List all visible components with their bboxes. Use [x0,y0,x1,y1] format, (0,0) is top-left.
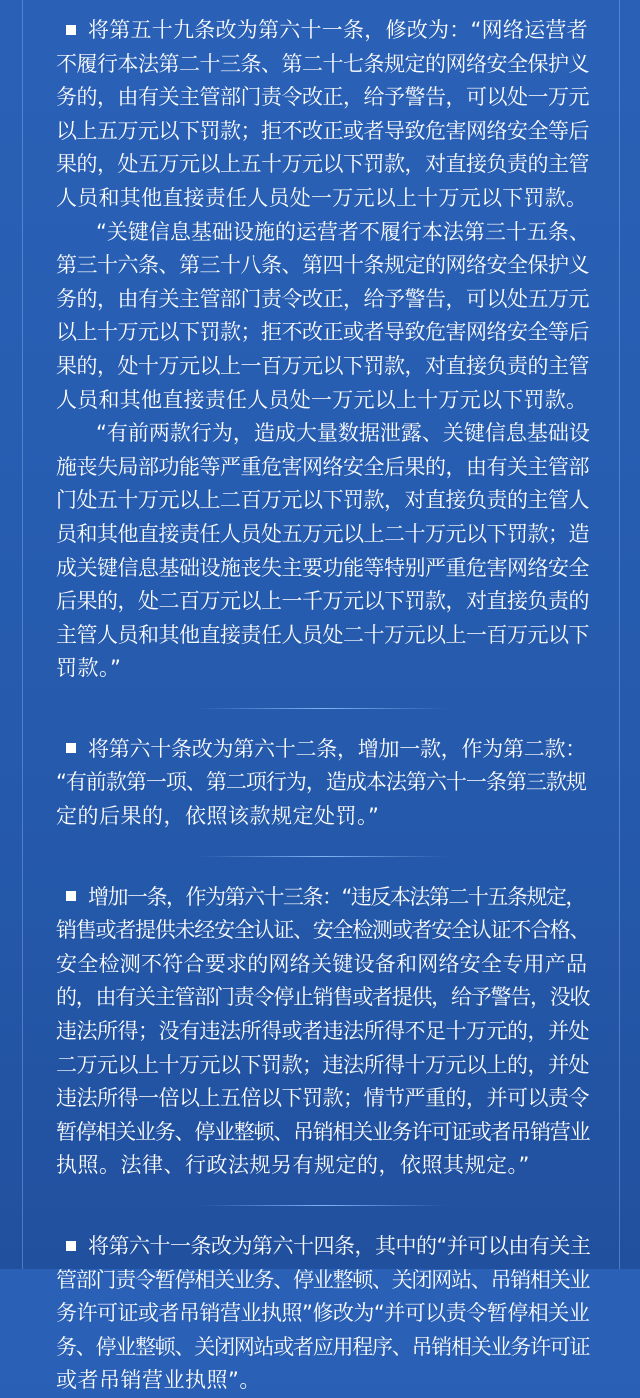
text-line: 违法所得一倍以上五倍以下罚款；情节严重的，并可以责令 [56,1086,589,1111]
text-line: 将第六十条改为第六十二条，增加一款，作为第二款： [56,733,590,767]
text-line: 果的，处五万元以上五十万元以下罚款，对直接负责的主管 [56,152,589,177]
paragraph [56,14,590,216]
text-line: 务、停业整顿、关闭网站或者应用程序、吊销相关业务许可证 [56,1334,590,1359]
paragraph [56,1230,590,1398]
square-bullet-icon [66,891,76,901]
text-line: 人员和其他直接责任人员处一万元以上十万元以下罚款。 [56,387,588,412]
article-body [56,14,590,1398]
text-line: 以上十万元以下罚款；拒不改正或者导致危害网络安全等后 [56,320,589,345]
section-divider [198,1205,448,1206]
text-line: 的，由有关主管部门责令停止销售或者提供，给予警告，没收 [56,985,590,1010]
square-bullet-icon [66,743,76,753]
text-line: 果的，处十万元以上一百万元以下罚款，对直接负责的主管 [56,353,589,378]
text-line: 违法所得；没有违法所得或者违法所得不足十万元的，并处 [56,1019,589,1044]
section-divider [198,708,448,709]
text-line: 安全检测不符合要求的网络关键设备和网络安全专用产品 [56,951,588,976]
text-line: 主管人员和其他直接责任人员处二十万元以上一百万元以下 [56,622,589,647]
square-bullet-icon [66,25,76,35]
amendment-section-62 [56,733,590,834]
text-line: 人员和其他直接责任人员处一万元以上十万元以下罚款。 [56,185,588,210]
text-line: 或者吊销营业执照”。 [56,1368,261,1393]
paragraph [56,733,590,834]
text-line: “关键信息基础设施的运营者不履行本法第三十五条、 [96,219,590,244]
text-line: 务的，由有关主管部门责令改正，给予警告，可以处一万元 [56,85,589,110]
text-line: “有前两款行为，造成大量数据泄露、关键信息基础设 [96,421,590,446]
paragraph [56,417,590,686]
text-line: 增加一条，作为第六十三条：“违反本法第二十五条规定， [56,881,590,915]
text-line: 务许可证或者吊销营业执照”修改为“并可以责令暂停相关业 [56,1301,590,1326]
text-line: 暂停相关业务、停业整顿、吊销相关业务许可证或者吊销营业 [56,1119,590,1144]
text-line: 将第五十九条改为第六十一条，修改为：“网络运营者 [56,14,590,48]
paragraph [56,881,590,1183]
text-line: 员和其他直接责任人员处五万元以上二十万元以下罚款；造 [56,521,589,546]
text-line: 门处五十万元以上二百万元以下罚款，对直接负责的主管人 [56,488,589,513]
text-line: 罚款。” [56,656,122,681]
amendment-section-63 [56,881,590,1183]
text-line: “有前款第一项、第二项行为，造成本法第六十一条第三款规 [56,770,586,795]
text-line: 以上五万元以下罚款；拒不改正或者导致危害网络安全等后 [56,118,589,143]
text-line: 将第六十一条改为第六十四条，其中的“并可以由有关主 [56,1230,590,1264]
paragraph [56,216,590,418]
text-line: 第三十六条、第三十八条、第四十条规定的网络安全保护义 [56,253,589,278]
text-line: 销售或者提供未经安全认证、安全检测或者安全认证不合格、 [56,918,590,943]
text-line: 二万元以上十万元以下罚款；违法所得十万元以上的，并处 [56,1052,589,1077]
section-divider [198,856,448,857]
square-bullet-icon [66,1241,76,1251]
text-line: 施丧失局部功能等严重危害网络安全后果的，由有关主管部 [56,454,589,479]
text-line: 管部门责令暂停相关业务、停业整顿、关闭网站、吊销相关业 [56,1267,590,1292]
text-line: 定的后果的，依照该款规定处罚。” [56,804,380,829]
amendment-section-64 [56,1230,590,1398]
text-line: 成关键信息基础设施丧失主要功能等特别严重危害网络安全 [56,555,589,580]
text-line: 执照。法律、行政法规另有规定的，依照其规定。” [56,1153,530,1178]
text-line: 不履行本法第二十三条、第二十七条规定的网络安全保护义 [56,51,589,76]
text-line: 后果的，处二百万元以上一千万元以下罚款，对直接负责的 [56,589,589,614]
amendment-section-61 [56,14,590,686]
text-line: 务的，由有关主管部门责令改正，给予警告，可以处五万元 [56,286,589,311]
